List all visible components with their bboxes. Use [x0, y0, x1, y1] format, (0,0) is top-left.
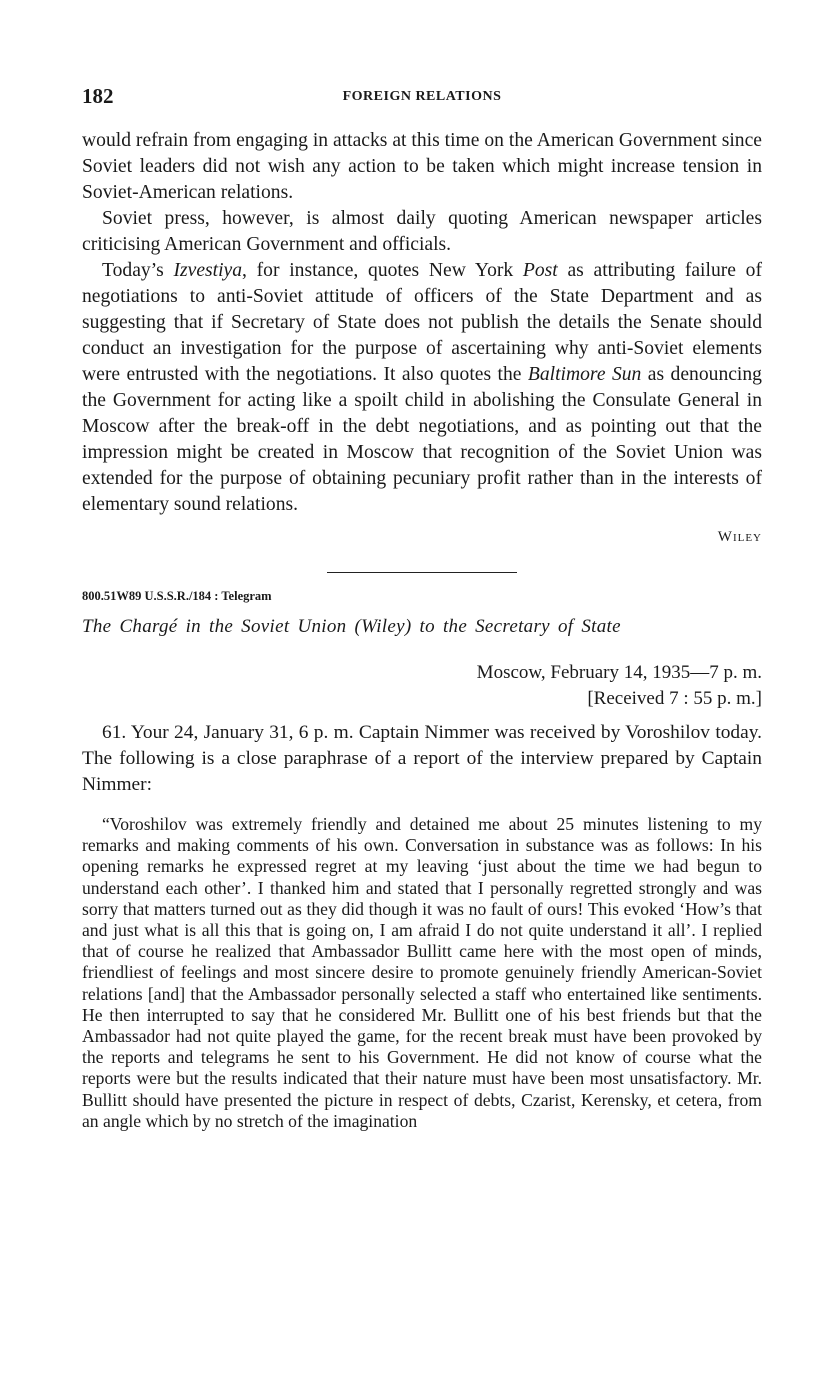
paragraph: would refrain from engaging in attacks at this time on the American Government since Soviet leaders did not wish any action to be taken which might increase tension in Soviet-American relations.	[82, 130, 762, 203]
italic-run: Post	[522, 260, 558, 281]
section-continued-telegram	[82, 128, 762, 550]
paragraph	[82, 258, 762, 518]
telegram-body	[82, 720, 762, 798]
quoted-report	[82, 814, 762, 1132]
text-run: , for instance, quotes New York	[242, 260, 523, 281]
italic-run: Izvestiya	[173, 260, 243, 281]
text-run: Today’s	[102, 260, 174, 281]
paragraph: 61. Your 24, January 31, 6 p. m. Captain Nimmer was received by Voroshilov today. The following is a close paraphrase of a report of the interview prepared by Captain Nimmer:	[82, 722, 762, 795]
page-header	[82, 84, 762, 114]
paragraph: “Voroshilov was extremely friendly and detained me about 25 minutes listening to my remarks and making comments of his own. Conversation in substance was as follows: In his opening remarks he expressed regret at my leaving ‘just about the time we had begun to understand each other’. I thanked him and stated that I personally regretted strongly and was sorry that matters turned out as they did though it was no fault of ours! This evoked ‘How’s that and just what is all this that is going on, I am afraid I do not quite understand it all’. I replied that of course he realized that Ambassador Bullitt came here with the most open of minds, friendliest of feelings and most sincere desire to promote genuinely friendly American-Soviet relations [and] that the Ambassador personally selected a staff who entertained like sentiments. He then interrupted to say that he considered Mr. Bullitt one of his best friends but that the Ambassador had not quite played the game, for the recent break must have been provoked by the reports and telegrams he sent to his Government. He did not know of course what the reports were but the results indicated that their nature must have been most unsatisfactory. Mr. Bullitt should have presented the picture in respect of debts, Czarist, Kerensky, et cetera, from an angle which by no stretch of the imagination	[82, 814, 762, 1131]
text-run: as denouncing the Government for acting like a spoilt child in abolishing the Consulate General in Moscow after the break-off in the debt negotiations, and as pointing out that the impression might be created in Moscow that recognition of the Soviet Union was extended for the purpose of obtaining pecuniary profit rather than in the interests of elementary sound relations.	[82, 364, 762, 515]
document-title: The Chargé in the Soviet Union (Wiley) to the Secretary of State	[82, 616, 621, 637]
signature: Wiley	[717, 529, 762, 545]
received-line: [Received 7 : 55 p. m.]	[587, 688, 762, 709]
dateline: Moscow, February 14, 1935—7 p. m.	[476, 662, 762, 683]
page-number: 182	[82, 84, 114, 108]
running-head: FOREIGN RELATIONS	[342, 89, 502, 104]
text-run: as attributing failure of negotiations to anti-Soviet attitude of officers of the State Department and as suggesting that if Secretary of State does not publish the details the Senate should conduct an investigation for the purpose of ascertaining why anti-Soviet elements were entrusted with the negotiations. It also quotes the	[82, 260, 763, 385]
paragraph: Soviet press, however, is almost daily quoting American newspaper articles criticising American Government and officials.	[82, 208, 762, 255]
document-page	[82, 84, 762, 1132]
section-divider	[327, 572, 517, 573]
file-number: 800.51W89 U.S.S.R./184 : Telegram	[82, 589, 272, 603]
italic-run: Baltimore Sun	[527, 364, 642, 385]
